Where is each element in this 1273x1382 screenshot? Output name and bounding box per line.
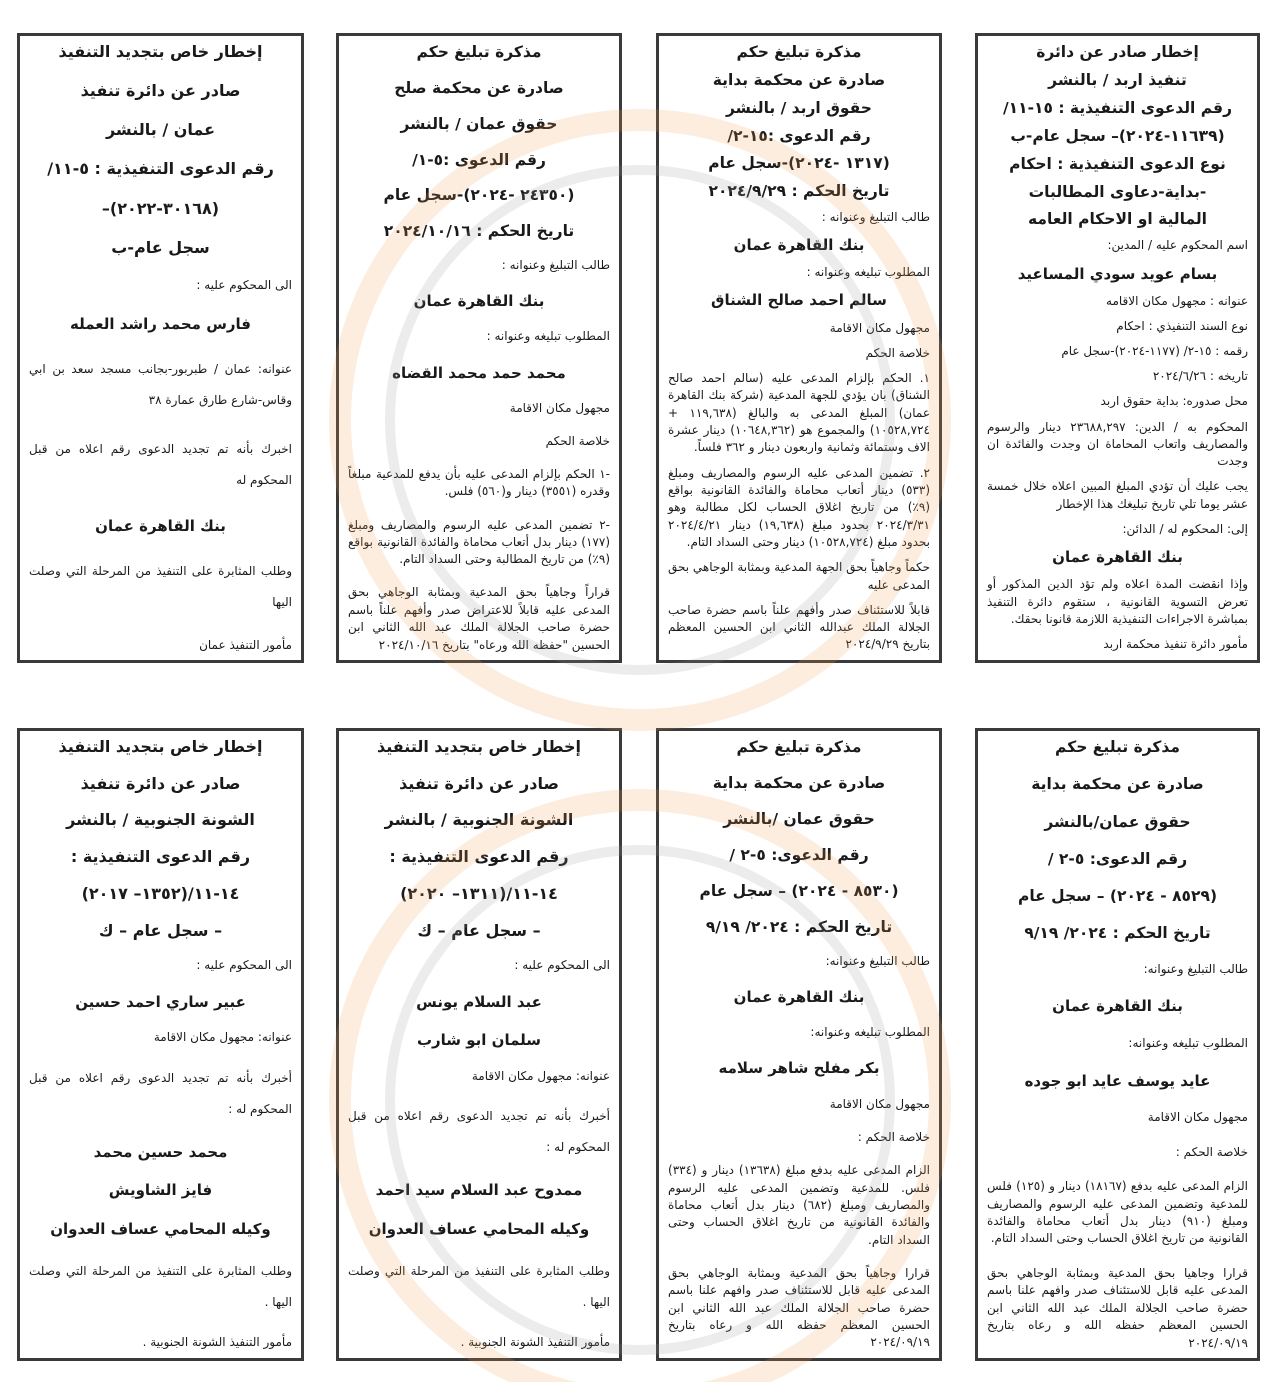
notice-heading-line: تنفيذ اربد / بالنشر xyxy=(1048,70,1187,89)
notice-heading-line: عمان / بالنشر xyxy=(105,120,216,140)
notice-label-line: طالب التبليغ وعنوانه : xyxy=(821,210,930,225)
notice-heading-line: مذكرة تبليغ حكم xyxy=(416,43,542,61)
notice-name-line: عبد السلام يونس xyxy=(416,992,542,1011)
notice-1 xyxy=(975,33,1260,663)
notice-heading-line: صادر عن دائرة تنفيذ xyxy=(80,81,241,101)
notice-paragraph: وطلب المثابرة على التنفيذ من المرحلة التي وصلت اليها xyxy=(29,563,292,610)
notice-heading-line: صادرة عن محكمة بداية xyxy=(712,70,886,89)
notice-paragraph: قرارا وجاهياً بحق المدعية وبمثابة الوجاهي بحق المدعى عليه قابل للاستئناف صدر وافهم علنا باسم حضرة صاحب الجلالة الملك عبد الله الثاني ابن الحسين المعظم حفظه الله و رعاه بتاريخ ٢٠٢٤/٠٩/١٩ xyxy=(668,1265,930,1350)
notice-heading-line: تاريخ الحكم : ٢٠٢٤/ ٩/١٩ xyxy=(705,917,893,936)
notice-paragraph: قراراً وجاهياً بحق المدعية وبمثابة الوجاهي بحق المدعى عليه قابلاً للاعتراض صدر وأفهم علناً باسم حضرة صاحب الجلالة الملك عبد الله الثاني ابن الحسين "حفظه الله ورعاه" بتاريخ ٢٠٢٤/١٠/١٦ xyxy=(348,585,610,652)
notice-heading-line: – سجل عام – ك xyxy=(98,920,223,940)
notice-name-line: ممدوح عبد السلام سيد احمد xyxy=(375,1181,583,1200)
notice-paragraph: قرارا وجاهيا بحق المدعية وبمثابة الوجاهي بحق المدعى عليه قابل للاستئناف صدر وافهم علنا باسم حضرة صاحب الجلالة الملك عبد الله الثاني ابن الحسين المعظم حفظه الله و رعاه بتاريخ ٢٠٢٤/٠٩/١٩ xyxy=(987,1266,1248,1350)
notice-heading-line: ١٤-١١/(١٣٥٢– ٢٠١٧) xyxy=(81,883,240,903)
notice-label-line: مأمور التنفيذ عمان xyxy=(199,637,292,652)
notice-8 xyxy=(17,728,304,1361)
notice-heading-line: -بداية-دعاوى المطالبات xyxy=(1028,182,1207,201)
notice-heading-line: سجل عام-ب xyxy=(111,237,210,257)
notice-paragraph: المحكوم به / الدين: ٢٣٦٨٨,٢٩٧ دينار والرسوم والمصاريف واتعاب المحاماة ان وجدت والفائدة ان وجدت xyxy=(987,419,1248,469)
notice-heading-line: نوع الدعوى التنفيذية : احكام xyxy=(1009,154,1226,173)
notice-heading-line: (٨٥٢٩ - ٢٠٢٤) – سجل عام xyxy=(1017,887,1218,906)
notice-heading-line: حقوق عمان/بالنشر xyxy=(1044,812,1191,831)
notice-label-line: مأمور التنفيذ الشونة الجنوبية . xyxy=(460,1335,610,1350)
notice-heading-line: مذكرة تبليغ حكم xyxy=(1055,738,1180,756)
notice-label-line: المطلوب تبليغه وعنوانه: xyxy=(1128,1035,1248,1050)
notice-paragraph: وطلب المثابرة على التنفيذ من المرحلة التي وصلت اليها . xyxy=(348,1264,610,1310)
notice-label-line: مجهول مكان الاقامة xyxy=(829,320,930,335)
notice-name-line: بنك القاهرة عمان xyxy=(95,517,226,536)
notice-label-line: رقمه : ١٥-٢/ (١١٧٧-٢٠٢٤)-سجل عام xyxy=(1061,344,1248,359)
notice-heading-line: الشونة الجنوبية / بالنشر xyxy=(384,810,574,830)
notice-name-line: بنك القاهرة عمان xyxy=(413,292,545,311)
notice-label-line: الى المحكوم عليه : xyxy=(196,958,292,973)
notice-heading-line: تاريخ الحكم : ٢٠٢٤/٩/٢٩ xyxy=(708,182,890,201)
notice-3 xyxy=(336,33,622,663)
notice-name-line: سلمان ابو شارب xyxy=(416,1031,542,1050)
notice-paragraph: أخبرك بأنه تم تجديد الدعوى رقم اعلاه من قبل المحكوم له : xyxy=(348,1108,610,1155)
notice-heading-line: رقم الدعوى التنفيذية : xyxy=(70,847,251,867)
notice-name-line: عايد يوسف عايد ابو جوده xyxy=(1024,1071,1211,1090)
notice-label-line: نوع السند التنفيذي : احكام xyxy=(1116,318,1248,333)
notice-paragraph: -٢ تضمين المدعى عليه الرسوم والمصاريف ومبلغ (١٧٧) دينار بدل أتعاب محاماة والفائدة القانونية بواقع (٩٪) من تاريخ المطالبة وحتى السداد التام. xyxy=(348,517,610,567)
notice-label-line: طالب التبليغ وعنوانه : xyxy=(501,258,610,273)
notice-name-line: بنك القاهرة عمان xyxy=(1052,548,1183,567)
notice-paragraph: ١. الحكم بإلزام المدعى عليه (سالم احمد صالح الشناق) بان يؤدي للجهة المدعية (شركة بنك القاهرة عمان) المبلغ المدعى به والبالغ (١١٩,٦٣٨ + ١٠٥٢٨,٧٢٤) والمجموع هو (١٠٦٤٨,٣٦٢) دينار عشرة الاف وستمائة وثمانية واربعون دينار و ٣٦٢ فلساً. xyxy=(668,370,930,455)
notice-label-line: عنوانه : مجهول مكان الاقامه xyxy=(1106,293,1248,308)
notice-paragraph: -١ الحكم بإلزام المدعى عليه بأن يدفع للمدعية مبلغاً وقدره (٣٥٥١) دينار و(٥٦٠) فلس. xyxy=(348,467,610,499)
notice-name-line: بنك القاهرة عمان xyxy=(733,236,865,255)
notice-label-line: خلاصة الحكم xyxy=(545,433,610,448)
notice-label-line: خلاصة الحكم : xyxy=(857,1129,930,1144)
notice-paragraph: وإذا انقضت المدة اعلاه ولم تؤد الدين المذكور أو تعرض التسوية القانونية ، ستقوم دائرة التنفيذ بمباشرة الاجراءات التنفيذية اللازمة قانونا بحقك. xyxy=(987,577,1248,627)
notice-heading-line: رقم الدعوى :٥-١/ xyxy=(412,150,546,169)
notice-label-line: الى المحكوم عليه : xyxy=(514,958,610,973)
notice-5 xyxy=(975,728,1260,1361)
notice-label-line: اسم المحكوم عليه / المدين: xyxy=(1107,238,1248,253)
notice-name-line: بكر مفلح شاهر سلامه xyxy=(718,1059,880,1078)
notice-name-line: فايز الشاويش xyxy=(108,1181,213,1200)
notice-heading-line: (١١٦٣٩-٢٠٢٤)– سجل عام-ب xyxy=(1010,126,1225,145)
notice-label-line: مجهول مكان الاقامة xyxy=(1147,1110,1248,1125)
notice-label-line: طالب التبليغ وعنوانه: xyxy=(1143,961,1248,976)
notice-name-line: بنك القاهرة عمان xyxy=(1052,997,1183,1016)
notice-label-line: خلاصة الحكم xyxy=(865,345,930,360)
notice-label-line: الى المحكوم عليه : xyxy=(196,277,292,292)
notice-heading-line: رقم الدعوى: ٥-٢ / xyxy=(729,845,869,864)
notice-heading-line: رقم الدعوى: ٥-٢ / xyxy=(1047,849,1188,868)
notice-heading-line: (٣٠١٦٨-٢٠٢٢)– xyxy=(101,198,220,218)
notice-label-line: المطلوب تبليغه وعنوانه : xyxy=(486,329,610,344)
notice-heading-line: حقوق عمان /بالنشر xyxy=(723,809,875,828)
notice-heading-line: إخطار خاص بتجديد التنفيذ xyxy=(58,42,263,61)
notice-heading-line: رقم الدعوى التنفيذية : ١٥-١١/ xyxy=(1002,98,1232,117)
notice-heading-line: (٢٤٣٥٠ -٢٠٢٤)-سجل عام xyxy=(383,186,575,205)
notice-paragraph: قابلاً للاستئناف صدر وأفهم علناً باسم حضرة صاحب الجلالة الملك عبدالله الثاني ابن الحسين المعظم بتاريخ ٢٠٢٤/٩/٢٩ xyxy=(668,602,930,652)
notice-label-line: المطلوب تبليغه وعنوانه: xyxy=(810,1025,930,1040)
notice-label-line: مأمور التنفيذ الشونة الجنوبية . xyxy=(142,1335,292,1350)
notice-paragraph: عنوانه: عمان / طبربور-بجانب مسجد سعد بن ابي وقاس-شارع طارق عمارة ٣٨ xyxy=(29,361,292,407)
notice-label-line: محل صدوره: بداية حقوق اربد xyxy=(1100,394,1248,409)
notice-heading-line: إخطار صادر عن دائرة xyxy=(1036,43,1199,61)
notice-heading-line: حقوق عمان / بالنشر xyxy=(400,114,558,133)
notice-label-line: عنوانه: مجهول مكان الاقامة xyxy=(153,1030,292,1045)
notice-label-line: عنوانه: مجهول مكان الاقامة xyxy=(471,1068,610,1083)
notice-heading-line: صادرة عن محكمة بداية xyxy=(1031,775,1204,794)
notice-name-line: محمد حمد محمد القضاه xyxy=(392,363,566,382)
notice-paragraph: وطلب المثابرة على التنفيذ من المرحلة التي وصلت اليها . xyxy=(29,1264,292,1310)
notice-heading-line: مذكرة تبليغ حكم xyxy=(736,738,862,756)
notice-heading-line: – سجل عام – ك xyxy=(417,920,541,940)
notice-heading-line: ١٤-١١/(١٣١١– ٢٠٢٠) xyxy=(400,883,558,903)
notice-label-line: إلى: المحكوم له / الدائن: xyxy=(1122,522,1248,537)
notice-heading-line: تاريخ الحكم : ٢٠٢٤/١٠/١٦ xyxy=(383,222,575,241)
notice-label-line: طالب التبليغ وعنوانه: xyxy=(825,953,930,968)
notice-name-line: سالم احمد صالح الشناق xyxy=(711,291,887,310)
notice-heading-line: رقم الدعوى التنفيذية : ٥-١١/ xyxy=(47,159,274,179)
notice-heading-line: مذكرة تبليغ حكم xyxy=(736,43,862,61)
notice-paragraph: حكماً وجاهياً بحق الجهة المدعية وبمثابة الوجاهي بحق المدعى عليه xyxy=(668,560,930,592)
notice-name-line: بنك القاهرة عمان xyxy=(733,987,865,1006)
notice-heading-line: إخطار خاص بتجديد التنفيذ xyxy=(58,737,263,756)
notice-label-line: مأمور دائرة تنفيذ محكمة اربد xyxy=(1103,637,1248,652)
notice-heading-line: صادرة عن محكمة صلح xyxy=(394,78,564,97)
notice-label-line: خلاصة الحكم : xyxy=(1175,1144,1248,1159)
notice-7 xyxy=(336,728,622,1361)
notice-2 xyxy=(656,33,942,663)
notice-heading-line: صادرة عن محكمة بداية xyxy=(712,773,886,792)
notice-paragraph: أخبرك بأنه تم تجديد الدعوى رقم اعلاه من قبل المحكوم له : xyxy=(29,1070,292,1116)
notice-heading-line: إخطار خاص بتجديد التنفيذ xyxy=(377,737,581,756)
notice-label-line: المطلوب تبليغه وعنوانه : xyxy=(806,265,930,280)
notice-heading-line: رقم الدعوى :١٥-٢/ xyxy=(727,126,871,145)
notice-name-line: وكيله المحامي عساف العدوان xyxy=(50,1219,271,1238)
notice-6 xyxy=(656,728,942,1361)
notice-paragraph: يجب عليك أن تؤدي المبلغ المبين اعلاه خلال خمسة عشر يوما تلي تاريخ تبليغك هذا الإخطار xyxy=(987,479,1248,511)
notice-heading-line: رقم الدعوى التنفيذية : xyxy=(389,847,569,867)
notice-name-line: فارس محمد راشد العمله xyxy=(70,314,251,333)
notice-paragraph: ٢. تضمين المدعى عليه الرسوم والمصاريف ومبلغ (٥٣٣) دينار أتعاب محاماة والفائدة القانونية بواقع (٩٪) من تاريخ اغلاق الحساب لكل مطالبة وهو ٢٠٢٤/٣/٣١ بحدود مبلغ (١٩,٦٣٨) دينار ٢٠٢٤/٤/٢١ بحدود مبلغ (١٠٥٢٨,٧٢٤) دينار وحتى السداد التام. xyxy=(668,465,930,550)
notice-label-line: مجهول مكان الاقامة xyxy=(509,400,610,415)
notice-label-line: مجهول مكان الاقامة xyxy=(829,1096,930,1111)
notice-heading-line: (١٣١٧ -٢٠٢٤)-سجل عام xyxy=(708,154,890,173)
notice-heading-line: تاريخ الحكم : ٢٠٢٤/ ٩/١٩ xyxy=(1024,924,1211,943)
notice-4 xyxy=(17,33,304,663)
notice-label-line: تاريخه : ٢٠٢٤/٦/٢٦ xyxy=(1152,369,1248,384)
notice-paragraph: اخبرك بأنه تم تجديد الدعوى رقم اعلاه من قبل المحكوم له xyxy=(29,442,292,488)
notice-heading-line: حقوق اربد / بالنشر xyxy=(726,98,872,117)
notice-heading-line: صادر عن دائرة تنفيذ xyxy=(80,773,241,793)
notice-paragraph: الزام المدعى عليه بدفع مبلغ (١٣٦٣٨) دينار و (٣٣٤) فلس. للمدعية وتضمين المدعى عليه الرسوم والمصاريف ومبلغ (٦٨٢) دينار بدل أتعاب محاماة والفائدة القانونية من تاريخ اغلاق الحساب وحتى السداد التام. xyxy=(668,1163,931,1247)
notice-name-line: وكيله المحامي عساف العدوان xyxy=(368,1219,590,1238)
notice-heading-line: الشونة الجنوبية / بالنشر xyxy=(66,810,255,830)
notice-name-line: بسام عويد سودي المساعيد xyxy=(1017,264,1218,283)
notice-heading-line: المالية او الاحكام العامه xyxy=(1028,210,1207,229)
notice-heading-line: (٨٥٣٠ - ٢٠٢٤) – سجل عام xyxy=(699,881,899,900)
notice-paragraph: الزام المدعى عليه بدفع (١٨١٦٧) دينار و (١٢٥) فلس للمدعية وتضمين المدعى عليه الرسوم والمصاريف ومبلغ (٩١٠) دينار بدل أتعاب محاماة والفائدة القانونية من تاريخ اغلاق الحساب وحتى السداد التام. xyxy=(987,1179,1249,1246)
notice-name-line: محمد حسين محمد xyxy=(93,1142,228,1161)
notice-name-line: عبير ساري احمد حسين xyxy=(75,992,246,1011)
notice-heading-line: صادر عن دائرة تنفيذ xyxy=(399,773,559,793)
